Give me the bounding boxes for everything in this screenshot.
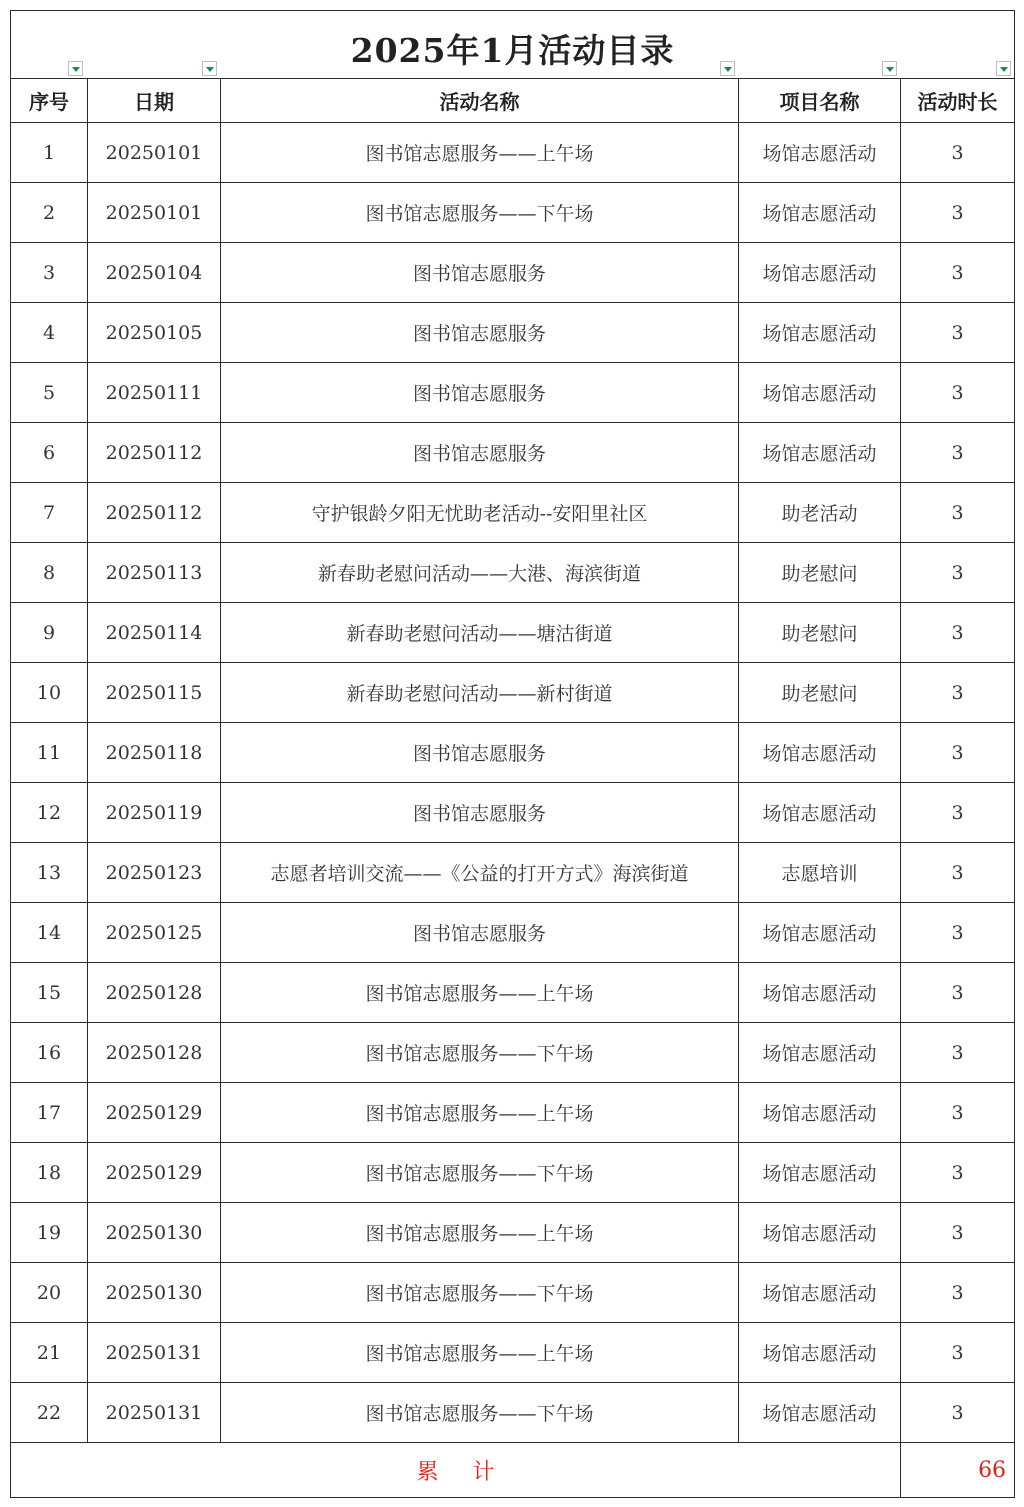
row-number-cell: 8 [11, 543, 88, 603]
activity-name-cell: 新春助老慰问活动——塘沽街道 [221, 603, 739, 663]
total-label: 累计 [416, 1459, 529, 1485]
filter-dropdown-icon[interactable] [996, 61, 1011, 76]
duration-cell: 3 [901, 543, 1015, 603]
date-cell: 20250129 [88, 1143, 221, 1203]
header-activity-name: 活动名称 [221, 79, 739, 123]
title-cell [11, 11, 1015, 79]
activity-name-cell: 图书馆志愿服务——上午场 [221, 1083, 739, 1143]
row-number-cell: 19 [11, 1203, 88, 1263]
project-name-cell: 场馆志愿活动 [739, 723, 901, 783]
row-number-cell: 22 [11, 1383, 88, 1443]
duration-cell: 3 [901, 903, 1015, 963]
date-cell: 20250118 [88, 723, 221, 783]
activity-name-cell: 图书馆志愿服务 [221, 783, 739, 843]
row-number-cell: 6 [11, 423, 88, 483]
project-name-cell: 场馆志愿活动 [739, 1023, 901, 1083]
date-cell: 20250115 [88, 663, 221, 723]
date-cell: 20250119 [88, 783, 221, 843]
table-row [11, 1383, 1015, 1443]
table-row [11, 243, 1015, 303]
project-name-cell: 场馆志愿活动 [739, 183, 901, 243]
duration-cell: 3 [901, 663, 1015, 723]
table-row [11, 1323, 1015, 1383]
activity-name-cell: 图书馆志愿服务 [221, 363, 739, 423]
row-number-cell: 7 [11, 483, 88, 543]
filter-dropdown-icon[interactable] [720, 61, 735, 76]
row-number-cell: 13 [11, 843, 88, 903]
duration-cell: 3 [901, 963, 1015, 1023]
table-row [11, 183, 1015, 243]
project-name-cell: 场馆志愿活动 [739, 903, 901, 963]
date-cell: 20250104 [88, 243, 221, 303]
duration-cell: 3 [901, 1143, 1015, 1203]
activity-name-cell: 图书馆志愿服务——下午场 [221, 183, 739, 243]
activity-name-cell: 图书馆志愿服务——上午场 [221, 123, 739, 183]
filter-dropdown-icon[interactable] [68, 61, 83, 76]
activity-name-cell: 图书馆志愿服务 [221, 243, 739, 303]
activity-name-cell: 守护银龄夕阳无忧助老活动--安阳里社区 [221, 483, 739, 543]
project-name-cell: 场馆志愿活动 [739, 423, 901, 483]
project-name-cell: 场馆志愿活动 [739, 1263, 901, 1323]
duration-cell: 3 [901, 843, 1015, 903]
row-number-cell: 16 [11, 1023, 88, 1083]
header-project-name: 项目名称 [739, 79, 901, 123]
activity-name-cell: 图书馆志愿服务——下午场 [221, 1143, 739, 1203]
project-name-cell: 场馆志愿活动 [739, 1143, 901, 1203]
row-number-cell: 15 [11, 963, 88, 1023]
date-cell: 20250130 [88, 1263, 221, 1323]
activity-name-cell: 图书馆志愿服务——下午场 [221, 1263, 739, 1323]
date-cell: 20250123 [88, 843, 221, 903]
date-cell: 20250112 [88, 483, 221, 543]
table-row [11, 963, 1015, 1023]
row-number-cell: 2 [11, 183, 88, 243]
total-value: 66 [901, 1443, 1015, 1498]
date-cell: 20250112 [88, 423, 221, 483]
date-cell: 20250101 [88, 123, 221, 183]
row-number-cell: 12 [11, 783, 88, 843]
project-name-cell: 场馆志愿活动 [739, 1203, 901, 1263]
row-number-cell: 9 [11, 603, 88, 663]
activity-name-cell: 图书馆志愿服务 [221, 423, 739, 483]
table-row [11, 903, 1015, 963]
date-cell: 20250113 [88, 543, 221, 603]
table-row [11, 1083, 1015, 1143]
date-cell: 20250128 [88, 963, 221, 1023]
table-row [11, 723, 1015, 783]
date-cell: 20250129 [88, 1083, 221, 1143]
table-row [11, 1203, 1015, 1263]
activity-name-cell: 图书馆志愿服务——上午场 [221, 963, 739, 1023]
date-cell: 20250128 [88, 1023, 221, 1083]
row-number-cell: 17 [11, 1083, 88, 1143]
row-number-cell: 18 [11, 1143, 88, 1203]
row-number-cell: 4 [11, 303, 88, 363]
header-row [11, 79, 1015, 123]
activity-name-cell: 图书馆志愿服务——下午场 [221, 1383, 739, 1443]
sheet-title: 2025年1月活动目录 [350, 31, 675, 70]
duration-cell: 3 [901, 1023, 1015, 1083]
row-number-cell: 20 [11, 1263, 88, 1323]
project-name-cell: 场馆志愿活动 [739, 783, 901, 843]
table-body [11, 123, 1015, 1443]
duration-cell: 3 [901, 1383, 1015, 1443]
activity-name-cell: 新春助老慰问活动——新村街道 [221, 663, 739, 723]
header-no: 序号 [11, 79, 88, 123]
duration-cell: 3 [901, 483, 1015, 543]
table-row [11, 843, 1015, 903]
date-cell: 20250131 [88, 1383, 221, 1443]
activity-name-cell: 图书馆志愿服务——上午场 [221, 1203, 739, 1263]
project-name-cell: 场馆志愿活动 [739, 1083, 901, 1143]
project-name-cell: 助老慰问 [739, 543, 901, 603]
table-row [11, 303, 1015, 363]
row-number-cell: 14 [11, 903, 88, 963]
date-cell: 20250111 [88, 363, 221, 423]
duration-cell: 3 [901, 123, 1015, 183]
duration-cell: 3 [901, 183, 1015, 243]
project-name-cell: 场馆志愿活动 [739, 1323, 901, 1383]
project-name-cell: 助老活动 [739, 483, 901, 543]
row-number-cell: 3 [11, 243, 88, 303]
activity-name-cell: 图书馆志愿服务 [221, 303, 739, 363]
row-number-cell: 21 [11, 1323, 88, 1383]
duration-cell: 3 [901, 303, 1015, 363]
date-cell: 20250105 [88, 303, 221, 363]
table-row [11, 1023, 1015, 1083]
filter-dropdown-icon[interactable] [202, 61, 217, 76]
table-row [11, 783, 1015, 843]
activity-table [10, 10, 1015, 1498]
duration-cell: 3 [901, 603, 1015, 663]
row-number-cell: 1 [11, 123, 88, 183]
project-name-cell: 场馆志愿活动 [739, 243, 901, 303]
duration-cell: 3 [901, 1323, 1015, 1383]
activity-sheet [10, 10, 1014, 1497]
duration-cell: 3 [901, 1083, 1015, 1143]
duration-cell: 3 [901, 1263, 1015, 1323]
date-cell: 20250114 [88, 603, 221, 663]
project-name-cell: 场馆志愿活动 [739, 123, 901, 183]
activity-name-cell: 图书馆志愿服务——下午场 [221, 1023, 739, 1083]
activity-name-cell: 图书馆志愿服务 [221, 723, 739, 783]
project-name-cell: 场馆志愿活动 [739, 1383, 901, 1443]
duration-cell: 3 [901, 783, 1015, 843]
row-number-cell: 10 [11, 663, 88, 723]
header-date: 日期 [88, 79, 221, 123]
header-duration: 活动时长 [901, 79, 1015, 123]
table-row [11, 123, 1015, 183]
activity-name-cell: 图书馆志愿服务——上午场 [221, 1323, 739, 1383]
total-row [11, 1443, 1015, 1498]
date-cell: 20250101 [88, 183, 221, 243]
duration-cell: 3 [901, 363, 1015, 423]
duration-cell: 3 [901, 723, 1015, 783]
activity-name-cell: 图书馆志愿服务 [221, 903, 739, 963]
row-number-cell: 11 [11, 723, 88, 783]
date-cell: 20250131 [88, 1323, 221, 1383]
table-row [11, 423, 1015, 483]
duration-cell: 3 [901, 243, 1015, 303]
row-number-cell: 5 [11, 363, 88, 423]
project-name-cell: 场馆志愿活动 [739, 363, 901, 423]
total-label-cell [11, 1443, 901, 1498]
activity-name-cell: 志愿者培训交流——《公益的打开方式》海滨街道 [221, 843, 739, 903]
filter-dropdown-icon[interactable] [882, 61, 897, 76]
title-row [11, 11, 1015, 79]
project-name-cell: 助老慰问 [739, 603, 901, 663]
table-row [11, 663, 1015, 723]
duration-cell: 3 [901, 423, 1015, 483]
table-row [11, 1143, 1015, 1203]
project-name-cell: 助老慰问 [739, 663, 901, 723]
table-row [11, 543, 1015, 603]
table-row [11, 603, 1015, 663]
duration-cell: 3 [901, 1203, 1015, 1263]
project-name-cell: 志愿培训 [739, 843, 901, 903]
activity-name-cell: 新春助老慰问活动——大港、海滨街道 [221, 543, 739, 603]
date-cell: 20250125 [88, 903, 221, 963]
table-row [11, 363, 1015, 423]
project-name-cell: 场馆志愿活动 [739, 963, 901, 1023]
table-row [11, 483, 1015, 543]
date-cell: 20250130 [88, 1203, 221, 1263]
table-row [11, 1263, 1015, 1323]
project-name-cell: 场馆志愿活动 [739, 303, 901, 363]
